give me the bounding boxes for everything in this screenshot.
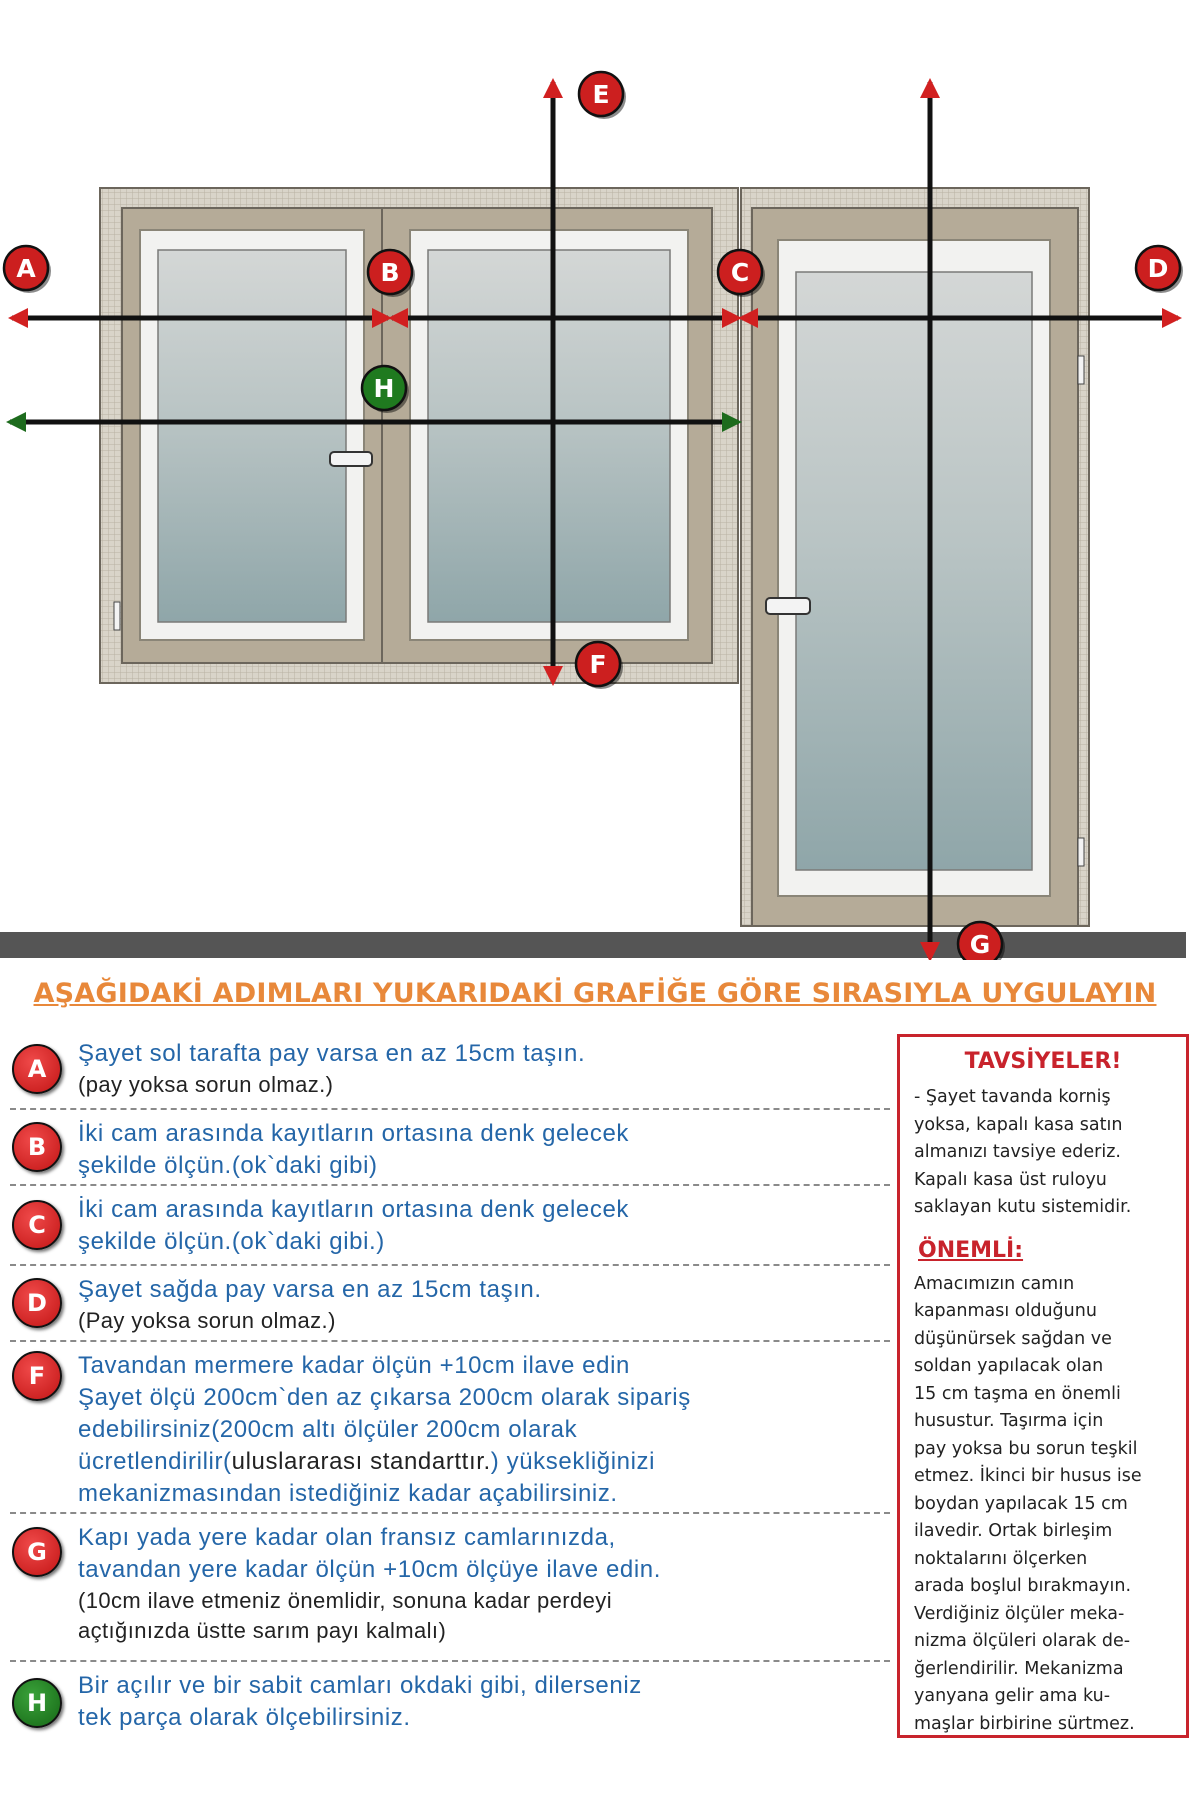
step-g-line-1: Kapı yada yere kadar olan fransız camlarınızda, (78, 1524, 616, 1551)
tip-line: yoksa, kapalı kasa satın (914, 1114, 1123, 1135)
instruction-heading: AŞAĞIDAKİ ADIMLARI YUKARIDAKİ GRAFİĞE GÖRE SIRASIYLA UYGULAYIN (33, 978, 1157, 1009)
step-a (10, 1030, 890, 1110)
step-g-note-2: açtığınızda üstte sarım payı kalmalı) (78, 1618, 447, 1643)
step-f-badge: F (12, 1351, 62, 1401)
step-g (10, 1514, 890, 1662)
step-d-note: (Pay yoksa sorun olmaz.) (78, 1308, 336, 1333)
step-b (10, 1110, 890, 1186)
tip-line: Verdiğiniz ölçüler meka- (914, 1603, 1125, 1624)
marker-d (1136, 246, 1183, 293)
tip-line: pay yoksa bu sorun teşkil (914, 1438, 1138, 1459)
step-h (10, 1662, 890, 1744)
tip-line: husustur. Taşırma için (914, 1411, 1104, 1431)
tip-line: ilavedir. Ortak birleşim (914, 1521, 1113, 1541)
step-g-note-1: (10cm ilave etmeniz önemlidir, sonuna kadar perdeyi (78, 1588, 612, 1613)
marker-label: G (969, 930, 991, 959)
step-b-note: şekilde ölçün.(ok`daki gibi) (78, 1152, 378, 1179)
tip-line: ğerlendirilir. Mekanizma (914, 1658, 1124, 1679)
step-g-badge: G (12, 1527, 62, 1577)
left-window (100, 188, 738, 683)
step-d (10, 1266, 890, 1342)
tip-line: boydan yapılacak 15 cm (914, 1493, 1128, 1514)
step-h-badge: H (12, 1678, 62, 1728)
floor-strip (0, 932, 1186, 958)
recommendations-box (897, 1034, 1189, 1738)
marker-g (958, 922, 1005, 960)
marker-label: F (589, 650, 607, 679)
step-f-line-1: Tavandan mermere kadar ölçün +10cm ilave edin (78, 1352, 630, 1379)
step-f-line-2: Şayet ölçü 200cm`den az çıkarsa 200cm olarak sipariş (78, 1384, 691, 1411)
tip-line: kapanması olduğunu (914, 1301, 1097, 1321)
step-d-badge: D (12, 1278, 62, 1328)
tip-line: - Şayet tavanda korniş (914, 1087, 1111, 1107)
tip-line: arada boşlul bırakmayın. (914, 1576, 1132, 1596)
right-door-window (741, 188, 1089, 926)
step-h-line-1: Bir açılır ve bir sabit camları okdaki gibi, dilerseniz (78, 1672, 642, 1699)
tip-line: etmez. İkinci bir husus ise (914, 1466, 1142, 1486)
step-f-line-5: mekanizmasından istediğiniz kadar açabilirsiniz. (78, 1480, 618, 1507)
step-b-badge: B (12, 1122, 62, 1172)
step-a-badge: A (12, 1044, 62, 1094)
step-f-line-3: edebilirsiniz(200cm altı ölçüler 200cm olarak (78, 1416, 578, 1443)
step-c-text: İki cam arasında kayıtların ortasına denk gelecek (78, 1196, 630, 1223)
tip-line: soldan yapılacak olan (914, 1356, 1104, 1376)
step-f (10, 1342, 890, 1514)
tip-line: saklayan kutu sistemidir. (914, 1197, 1132, 1217)
marker-label: D (1147, 254, 1169, 283)
step-f-line-4c: ) yüksekliğinizi (490, 1448, 656, 1475)
step-f-line-4 (78, 1446, 890, 1478)
important-title: ÖNEMLİ: (918, 1237, 1024, 1263)
step-c (10, 1186, 890, 1266)
step-h-line-2: tek parça olarak ölçebilirsiniz. (78, 1704, 411, 1731)
step-c-badge: C (12, 1200, 62, 1250)
tip-line: Kapalı kasa üst ruloyu (914, 1169, 1107, 1190)
recommendations-text (912, 1084, 1174, 1222)
recommendations-title: TAVSİYELER! (964, 1049, 1122, 1074)
step-c-note: şekilde ölçün.(ok`daki gibi.) (78, 1228, 385, 1255)
step-d-text: Şayet sağda pay varsa en az 15cm taşın. (78, 1276, 542, 1303)
marker-label: A (16, 254, 36, 283)
step-a-text: Şayet sol tarafta pay varsa en az 15cm taşın. (78, 1040, 586, 1067)
step-g-line-2: tavandan yere kadar ölçün +10cm ölçüye ilave edin. (78, 1556, 662, 1583)
marker-a (4, 246, 51, 293)
tip-line: yanyana gelir ama ku- (914, 1686, 1111, 1706)
tip-line: Amacımızın camın (914, 1273, 1075, 1294)
tip-line: maşlar birbirine sürtmez. (914, 1713, 1135, 1734)
marker-label: H (373, 374, 395, 403)
tip-line: düşünürsek sağdan ve (914, 1328, 1112, 1349)
tip-line: 15 cm taşma en önemli (914, 1383, 1121, 1404)
step-f-line-4a: ücretlendirilir( (78, 1448, 232, 1475)
important-text (912, 1271, 1174, 1739)
tip-line: noktalarını ölçerken (914, 1548, 1088, 1569)
marker-label: E (592, 80, 610, 109)
marker-label: C (730, 258, 750, 287)
tip-line: almanızı tavsiye ederiz. (914, 1142, 1121, 1162)
steps-list (10, 1030, 890, 1744)
step-b-text: İki cam arasında kayıtların ortasına denk gelecek (78, 1120, 630, 1147)
step-a-note: (pay yoksa sorun olmaz.) (78, 1072, 334, 1097)
marker-e (579, 72, 626, 119)
marker-label: B (380, 258, 400, 287)
step-f-line-4b: uluslararası standarttır. (231, 1448, 491, 1475)
tip-line: nizma ölçüleri olarak de- (914, 1631, 1131, 1651)
